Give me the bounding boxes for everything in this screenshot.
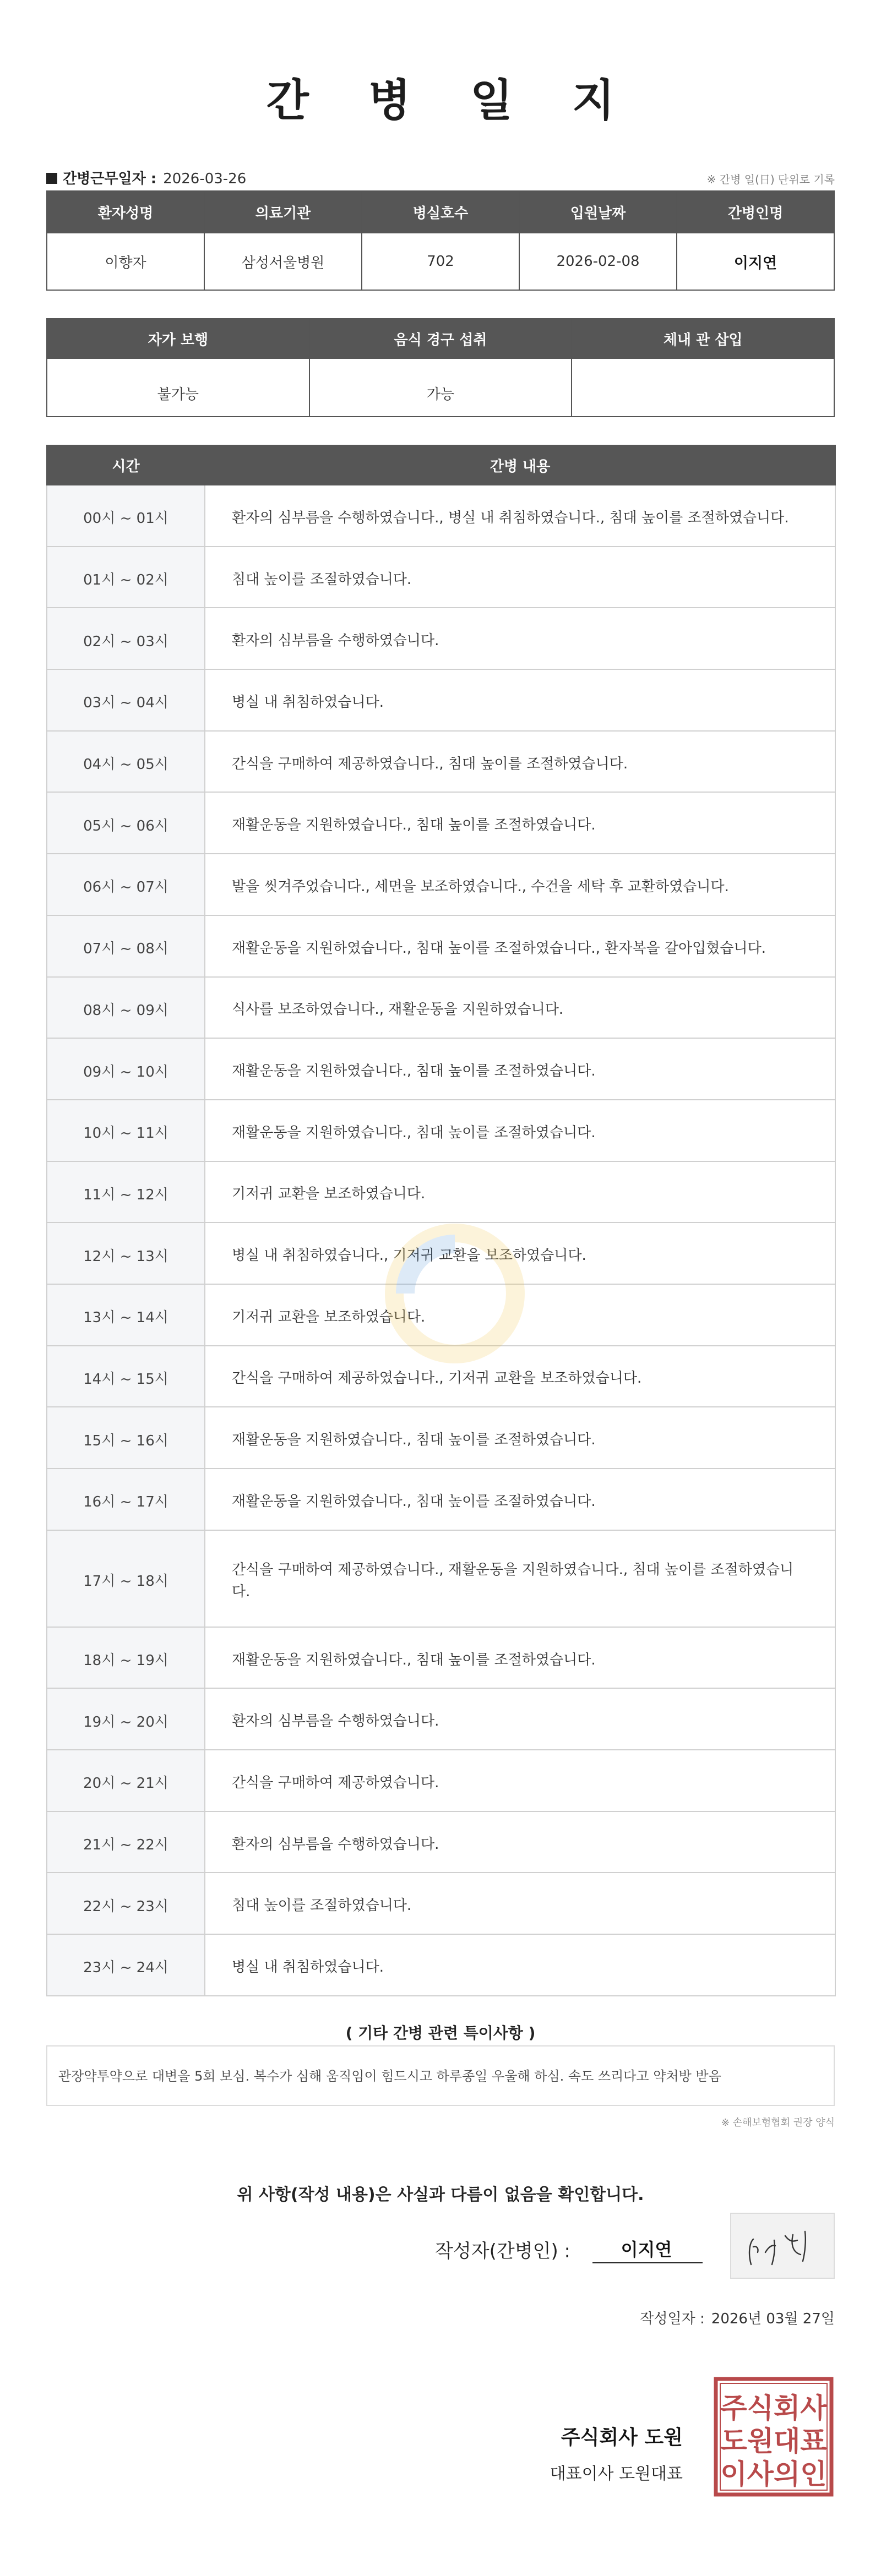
table-row bbox=[47, 547, 835, 608]
table-row bbox=[47, 854, 835, 915]
time-slot: 20시 ~ 21시 bbox=[47, 1750, 205, 1811]
time-slot: 17시 ~ 18시 bbox=[47, 1530, 205, 1627]
table-row bbox=[47, 1530, 835, 1627]
table-row bbox=[47, 1688, 835, 1750]
company-block bbox=[550, 2422, 683, 2484]
care-content: 기저귀 교환을 보조하였습니다. bbox=[205, 1284, 835, 1346]
oral-intake-value: 가능 bbox=[309, 358, 572, 417]
time-slot: 21시 ~ 22시 bbox=[47, 1811, 205, 1873]
unit-note: ※ 간병 일(日) 단위로 기록 bbox=[706, 173, 835, 186]
header-care-content: 간병 내용 bbox=[205, 445, 835, 485]
admission-date: 2026-02-08 bbox=[519, 233, 677, 290]
care-content: 침대 높이를 조절하였습니다. bbox=[205, 547, 835, 608]
room-number: 702 bbox=[362, 233, 519, 290]
time-slot: 01시 ~ 02시 bbox=[47, 547, 205, 608]
ability-header-row bbox=[47, 319, 834, 358]
time-slot: 08시 ~ 09시 bbox=[47, 977, 205, 1039]
time-slot: 10시 ~ 11시 bbox=[47, 1100, 205, 1161]
care-content: 재활운동을 지원하였습니다., 침대 높이를 조절하였습니다. bbox=[205, 1469, 835, 1530]
work-date-value: 2026-03-26 bbox=[163, 171, 247, 187]
care-content: 재활운동을 지원하였습니다., 침대 높이를 조절하였습니다. bbox=[205, 1038, 835, 1100]
care-content: 환자의 심부름을 수행하였습니다. bbox=[205, 608, 835, 669]
care-content: 간식을 구매하여 제공하였습니다., 기저귀 교환을 보조하였습니다. bbox=[205, 1346, 835, 1407]
care-content: 환자의 심부름을 수행하였습니다. bbox=[205, 1811, 835, 1873]
table-row bbox=[47, 1100, 835, 1161]
time-slot: 02시 ~ 03시 bbox=[47, 608, 205, 669]
care-content: 병실 내 취침하였습니다., 기저귀 교환을 보조하였습니다. bbox=[205, 1222, 835, 1284]
table-row bbox=[47, 1038, 835, 1100]
time-slot: 22시 ~ 23시 bbox=[47, 1873, 205, 1934]
table-row bbox=[47, 669, 835, 731]
seal-line-1: 주식회사 bbox=[720, 2392, 827, 2424]
patient-ability-table bbox=[46, 318, 835, 417]
time-slot: 19시 ~ 20시 bbox=[47, 1688, 205, 1750]
watermark-logo-icon bbox=[372, 1211, 537, 1376]
writer-label: 작성자(간병인) : bbox=[435, 2240, 570, 2262]
header-room-number: 병실호수 bbox=[362, 191, 519, 233]
written-date-label: 작성일자 : bbox=[640, 2311, 705, 2327]
self-walking-value: 불가능 bbox=[47, 358, 309, 417]
time-slot: 09시 ~ 10시 bbox=[47, 1038, 205, 1100]
time-slot: 07시 ~ 08시 bbox=[47, 915, 205, 977]
time-slot: 06시 ~ 07시 bbox=[47, 854, 205, 915]
table-row bbox=[47, 1750, 835, 1811]
table-row bbox=[47, 1627, 835, 1689]
time-slot: 23시 ~ 24시 bbox=[47, 1934, 205, 1996]
care-content: 재활운동을 지원하였습니다., 침대 높이를 조절하였습니다. bbox=[205, 792, 835, 854]
patient-info-header-row bbox=[47, 191, 834, 233]
header-tube-insertion: 체내 관 삽입 bbox=[572, 319, 834, 358]
writer-name: 이지연 bbox=[621, 2239, 672, 2260]
table-row bbox=[47, 1811, 835, 1873]
table-row bbox=[47, 792, 835, 854]
table-row bbox=[47, 608, 835, 669]
company-ceo: 대표이사 도원대표 bbox=[550, 2464, 683, 2484]
table-row bbox=[47, 977, 835, 1039]
care-content: 재활운동을 지원하였습니다., 침대 높이를 조절하였습니다. bbox=[205, 1627, 835, 1689]
table-row bbox=[47, 1407, 835, 1469]
care-content: 간식을 구매하여 제공하였습니다., 재활운동을 지원하였습니다., 침대 높이를 조절하였습니다. bbox=[205, 1530, 835, 1627]
writer-name-underline bbox=[592, 2262, 703, 2263]
tube-insertion-value bbox=[572, 358, 834, 417]
time-slot: 13시 ~ 14시 bbox=[47, 1284, 205, 1346]
header-time: 시간 bbox=[47, 445, 205, 485]
written-date-value: 2026년 03월 27일 bbox=[711, 2311, 835, 2327]
work-date bbox=[46, 167, 246, 188]
remarks-title: ( 기타 간병 관련 특이사항 ) bbox=[345, 2024, 536, 2042]
table-row bbox=[47, 485, 835, 547]
table-row bbox=[47, 1469, 835, 1530]
time-slot: 14시 ~ 15시 bbox=[47, 1346, 205, 1407]
table-row bbox=[47, 1934, 835, 1996]
writer-row bbox=[46, 2213, 835, 2279]
hospital-name: 삼성서울병원 bbox=[204, 233, 362, 290]
care-content: 간식을 구매하여 제공하였습니다., 침대 높이를 조절하였습니다. bbox=[205, 731, 835, 793]
ability-value-row bbox=[47, 358, 834, 417]
time-slot: 15시 ~ 16시 bbox=[47, 1407, 205, 1469]
time-slot: 05시 ~ 06시 bbox=[47, 792, 205, 854]
patient-name: 이향자 bbox=[47, 233, 204, 290]
care-content: 간식을 구매하여 제공하였습니다. bbox=[205, 1750, 835, 1811]
confirmation-statement: 위 사항(작성 내용)은 사실과 다름이 없음을 확인합니다. bbox=[237, 2185, 644, 2204]
company-seal-icon bbox=[713, 2376, 835, 2498]
signature-icon bbox=[731, 2214, 834, 2278]
caregiver-name: 이지연 bbox=[677, 233, 834, 290]
square-bullet-icon bbox=[46, 173, 57, 184]
care-content: 재활운동을 지원하였습니다., 침대 높이를 조절하였습니다., 환자복을 갈아입혔습니다. bbox=[205, 915, 835, 977]
care-content: 환자의 심부름을 수행하였습니다. bbox=[205, 1688, 835, 1750]
header-self-walking: 자가 보행 bbox=[47, 319, 309, 358]
header-oral-intake: 음식 경구 섭취 bbox=[309, 319, 572, 358]
header-patient-name: 환자성명 bbox=[47, 191, 204, 233]
care-content: 병실 내 취침하였습니다. bbox=[205, 669, 835, 731]
care-content: 기저귀 교환을 보조하였습니다. bbox=[205, 1161, 835, 1223]
time-slot: 12시 ~ 13시 bbox=[47, 1222, 205, 1284]
care-log-page bbox=[46, 0, 835, 2576]
care-content: 식사를 보조하였습니다., 재활운동을 지원하였습니다. bbox=[205, 977, 835, 1039]
table-row bbox=[47, 731, 835, 793]
table-row bbox=[47, 915, 835, 977]
care-log-header-row bbox=[47, 445, 835, 485]
time-slot: 00시 ~ 01시 bbox=[47, 485, 205, 547]
written-date bbox=[640, 2307, 835, 2328]
patient-info-value-row bbox=[47, 233, 834, 290]
table-row bbox=[47, 1873, 835, 1934]
time-slot: 03시 ~ 04시 bbox=[47, 669, 205, 731]
work-date-label: 간병근무일자 : bbox=[63, 171, 157, 187]
seal-line-3: 이사의인 bbox=[720, 2458, 827, 2490]
company-name: 주식회사 도원 bbox=[561, 2426, 683, 2449]
seal-line-2: 도원대표 bbox=[720, 2425, 827, 2457]
care-content: 재활운동을 지원하였습니다., 침대 높이를 조절하였습니다. bbox=[205, 1100, 835, 1161]
time-slot: 04시 ~ 05시 bbox=[47, 731, 205, 793]
care-content: 병실 내 취침하였습니다. bbox=[205, 1934, 835, 1996]
care-content: 환자의 심부름을 수행하였습니다., 병실 내 취침하였습니다., 침대 높이를 조절하였습니다. bbox=[205, 485, 835, 547]
remarks-text: 관장약투약으로 대변을 5회 보심. 복수가 심해 움직임이 힘드시고 하루종일 우울해 하심. 속도 쓰리다고 약처방 받음 bbox=[46, 2045, 835, 2106]
care-content: 발을 씻겨주었습니다., 세면을 보조하였습니다., 수건을 세탁 후 교환하였습니다. bbox=[205, 854, 835, 915]
work-date-row bbox=[46, 167, 835, 189]
time-slot: 16시 ~ 17시 bbox=[47, 1469, 205, 1530]
time-slot: 11시 ~ 12시 bbox=[47, 1161, 205, 1223]
care-content: 재활운동을 지원하였습니다., 침대 높이를 조절하였습니다. bbox=[205, 1407, 835, 1469]
signature-box bbox=[730, 2213, 835, 2279]
header-hospital: 의료기관 bbox=[204, 191, 362, 233]
patient-info-table bbox=[46, 190, 835, 291]
header-caregiver-name: 간병인명 bbox=[677, 191, 834, 233]
header-admission-date: 입원날짜 bbox=[519, 191, 677, 233]
form-source-note: ※ 손해보험협회 권장 양식 bbox=[721, 2117, 835, 2129]
time-slot: 18시 ~ 19시 bbox=[47, 1627, 205, 1689]
care-content: 침대 높이를 조절하였습니다. bbox=[205, 1873, 835, 1934]
page-title: 간 병 일 지 bbox=[266, 75, 637, 126]
